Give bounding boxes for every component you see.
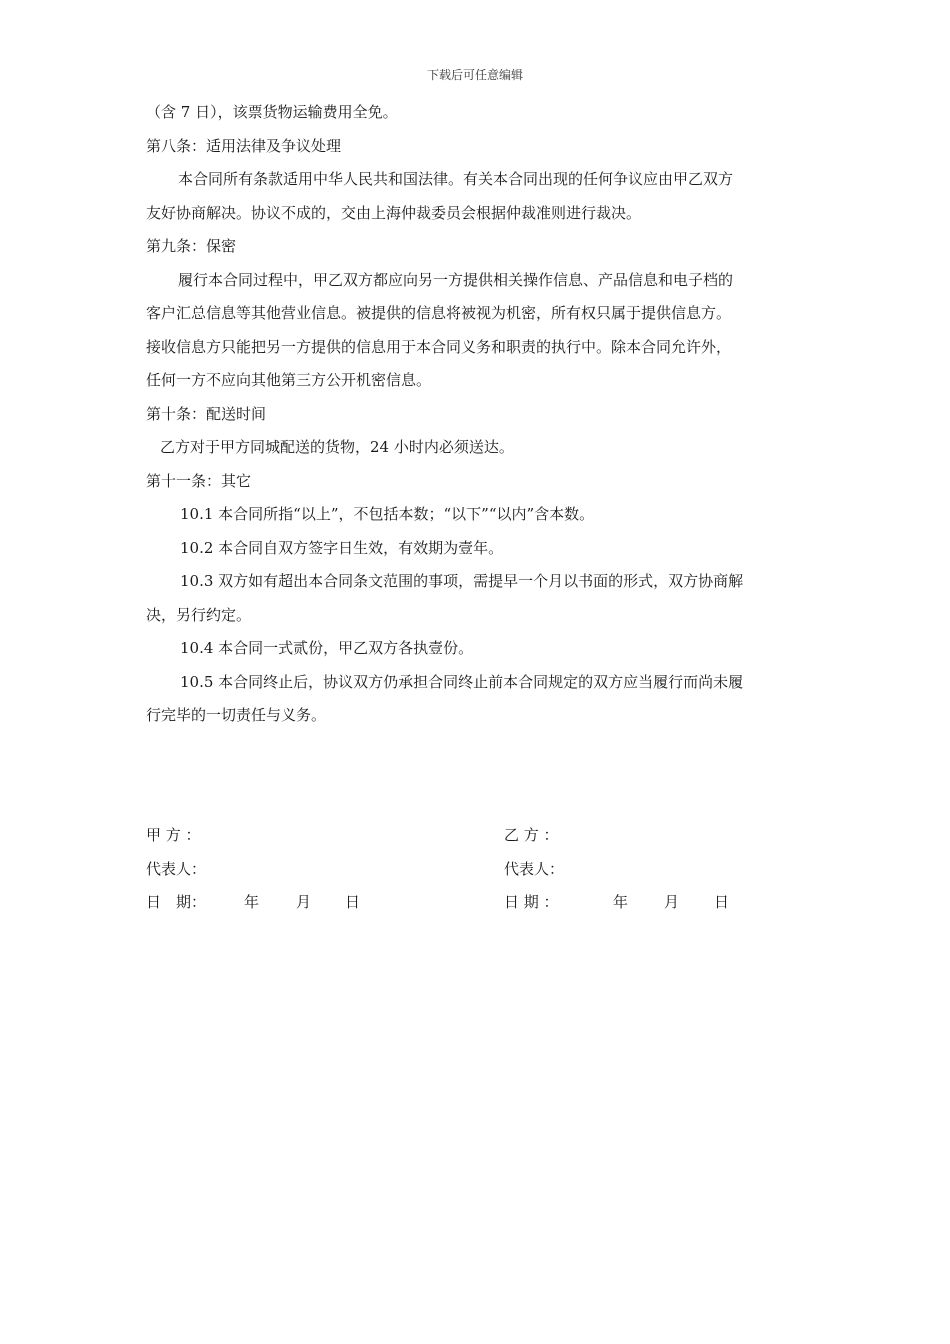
section-heading: 第九条：保密	[146, 237, 237, 255]
section-heading: 第八条：适用法律及争议处理	[146, 136, 342, 155]
clause-item: 10.3 双方如有超出本合同条文范围的事项，需提早一个月以书面的形式，双方协商解	[180, 572, 744, 590]
date-b-month: 月	[664, 893, 680, 911]
date-a-month: 月	[296, 893, 312, 911]
section-heading: 第十一条：其它	[146, 471, 252, 490]
text-line: 履行本合同过程中，甲乙双方都应向另一方提供相关操作信息、产品信息和电子档的	[178, 270, 734, 289]
party-b-label: 乙 方 ：	[504, 826, 559, 844]
clause-item: 10.4 本合同一式贰份，甲乙双方各执壹份。	[180, 639, 474, 657]
text-line: 友好协商解决。协议不成的，交由上海仲裁委员会根据仲裁准则进行裁决。	[146, 203, 642, 222]
party-a-label: 甲 方 ：	[146, 826, 201, 844]
clause-item: 10.5 本合同终止后，协议双方仍承担合同终止前本合同规定的双方应当履行而尚未履	[180, 672, 744, 691]
representative-b-label: 代表人：	[504, 860, 565, 878]
date-a-year: 年	[244, 893, 260, 911]
date-b-day: 日	[714, 893, 730, 911]
date-b-label: 日 期 ：	[504, 893, 559, 911]
section-heading: 第十条：配送时间	[146, 404, 267, 423]
text-line: 本合同所有条款适用中华人民共和国法律。有关本合同出现的任何争议应由甲乙双方	[178, 170, 734, 188]
text-line: 行完毕的一切责任与义务。	[146, 706, 327, 724]
text-line: （含 7 日），该票货物运输费用全免。	[146, 103, 398, 121]
date-b-year: 年	[613, 893, 629, 911]
text-line: 乙方对于甲方同城配送的货物，24 小时内必须送达。	[160, 438, 514, 456]
date-a-day: 日	[345, 893, 361, 911]
contract-body	[146, 96, 810, 733]
clause-item: 10.2 本合同自双方签字日生效，有效期为壹年。	[180, 538, 504, 557]
page-header: 下载后可任意编辑	[426, 68, 523, 82]
text-line: 决，另行约定。	[146, 605, 252, 624]
representative-a-label: 代表人：	[146, 860, 207, 878]
date-a-label: 日 期：	[146, 893, 207, 911]
text-line: 任何一方不应向其他第三方公开机密信息。	[146, 371, 432, 389]
text-line: 接收信息方只能把另一方提供的信息用于本合同义务和职责的执行中。除本合同允许外，	[146, 337, 732, 356]
clause-item: 10.1 本合同所指“以上”，不包括本数；“以下”“以内”含本数。	[180, 505, 595, 523]
text-line: 客户汇总信息等其他营业信息。被提供的信息将被视为机密，所有权只属于提供信息方。	[146, 304, 732, 322]
